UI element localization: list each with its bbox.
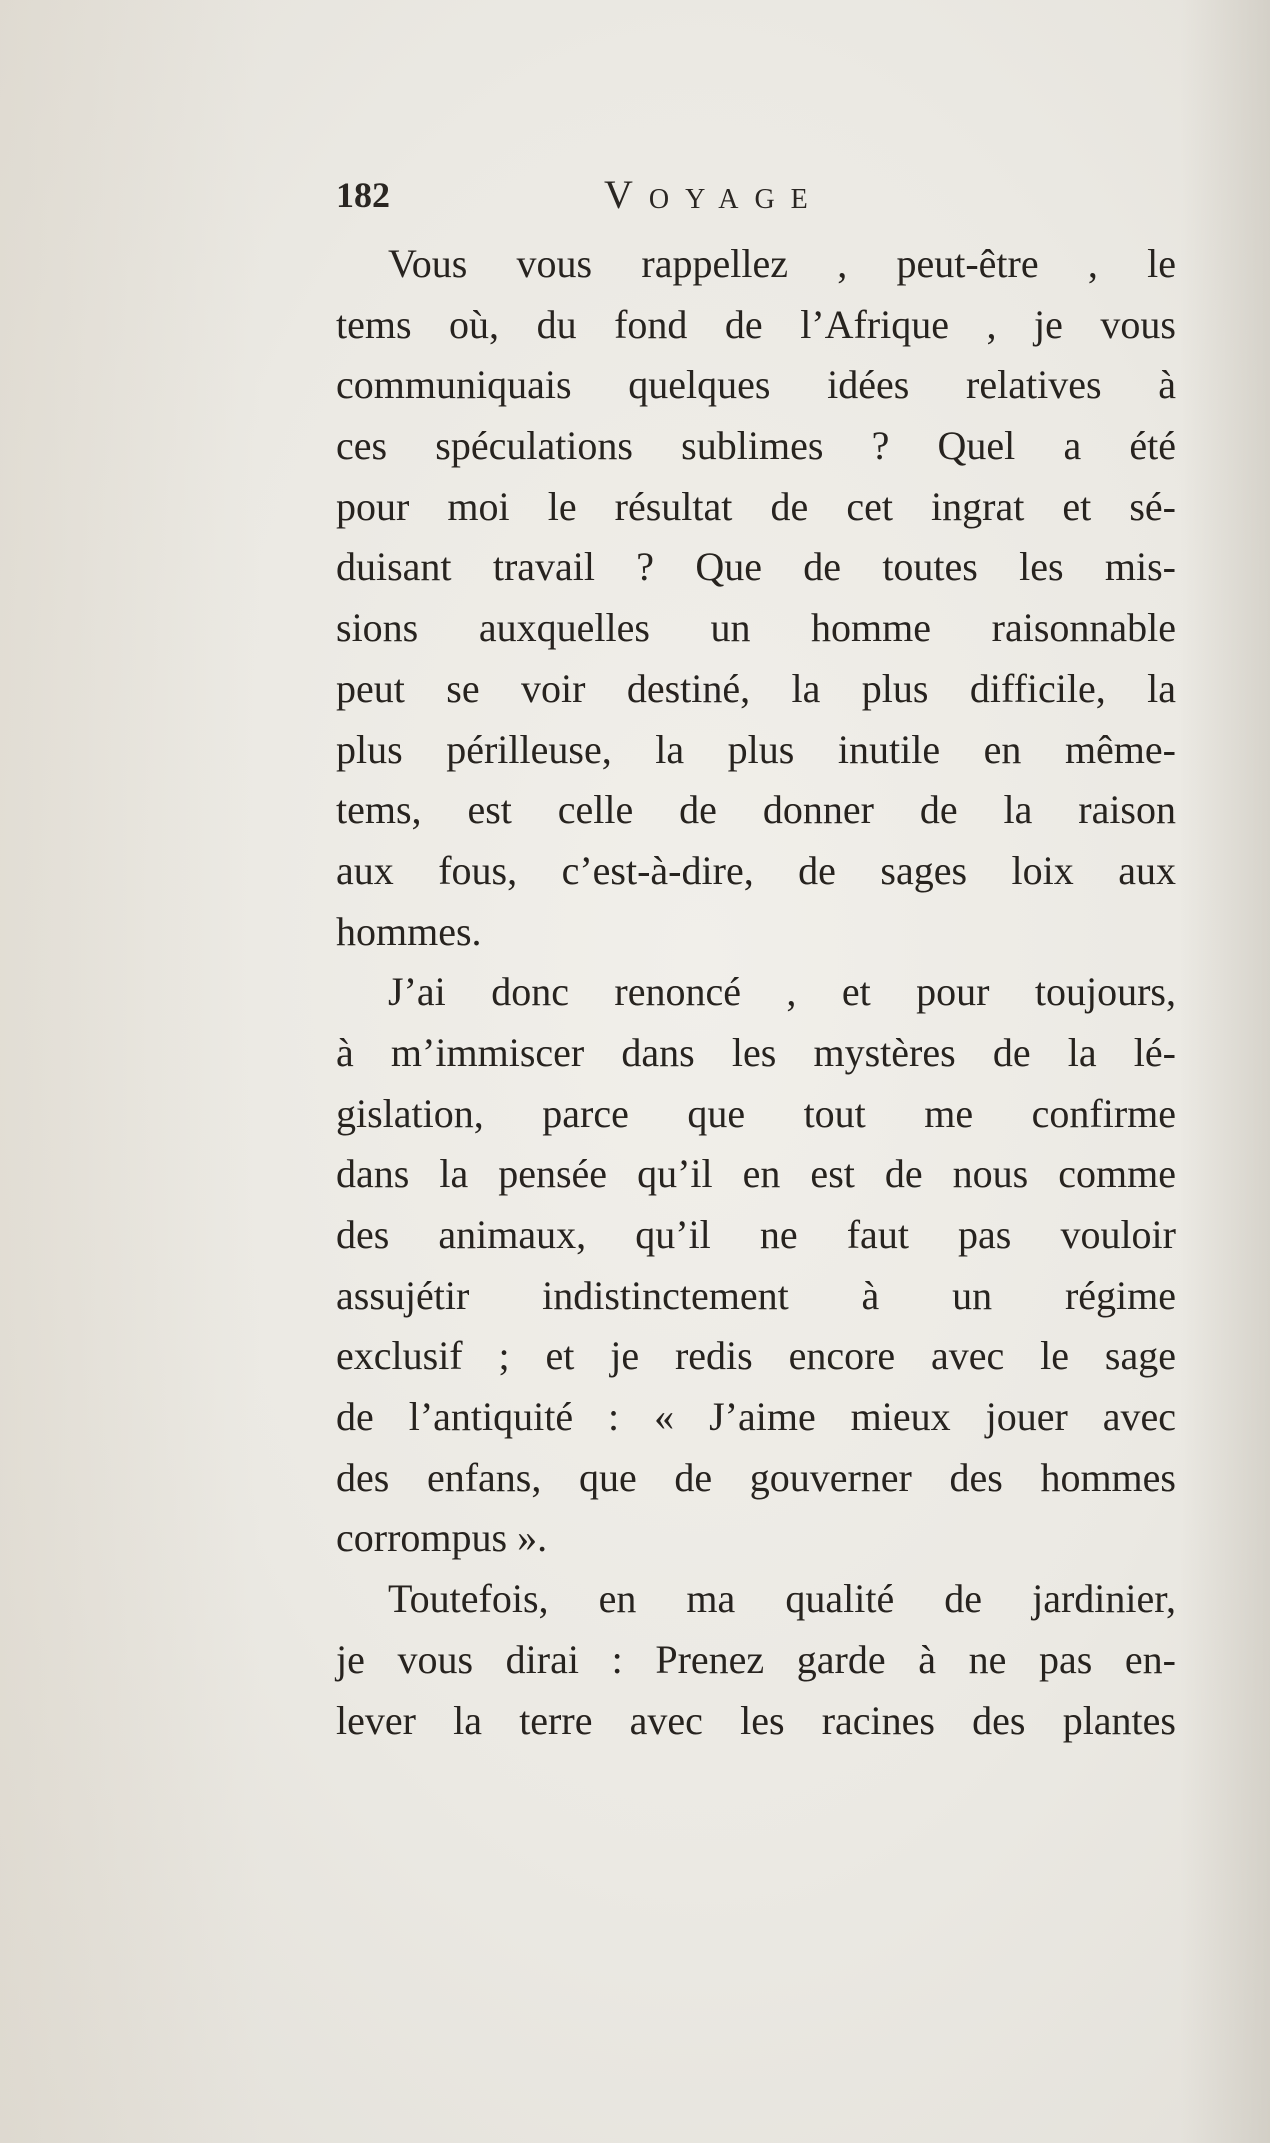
- text-line: exclusif ; et je redis encore avec le sage: [336, 1333, 1176, 1379]
- text-line: de l’antiquité : « J’aime mieux jouer avec: [336, 1394, 1176, 1440]
- text-line: communiquais quelques idées relatives à: [336, 362, 1176, 408]
- text-line: je vous dirai : Prenez garde à ne pas en-: [336, 1636, 1176, 1682]
- text-line: tems où, du fond de l’Afrique , je vous: [336, 301, 1176, 347]
- text-line: Toutefois, en ma qualité de jardinier,: [388, 1576, 1176, 1622]
- text-line: Vous vous rappellez , peut-être , le: [388, 241, 1176, 286]
- paragraph-2: [336, 962, 1176, 1569]
- text-line: des enfans, que de gouverner des hommes: [336, 1454, 1176, 1500]
- text-line: ces spéculations sublimes ? Quel a été: [336, 423, 1176, 469]
- text-line: dans la pensée qu’il en est de nous comme: [336, 1151, 1176, 1197]
- page-edge-shadow: [1180, 0, 1270, 2143]
- running-title: Voyage: [604, 172, 824, 217]
- page-number: 182: [336, 175, 390, 215]
- text-line: aux fous, c’est-à-dire, de sages loix aux: [336, 847, 1176, 893]
- text-line: plus périlleuse, la plus inutile en même-: [336, 726, 1176, 772]
- running-head: [336, 168, 896, 222]
- paragraph-3: [336, 1569, 1176, 1751]
- text-line: à m’immiscer dans les mystères de la lé-: [336, 1029, 1176, 1075]
- text-line: gislation, parce que tout me confirme: [336, 1090, 1176, 1136]
- text-line: hommes.: [336, 908, 482, 954]
- page-stain: [0, 0, 260, 2143]
- text-line: duisant travail ? Que de toutes les mis-: [336, 544, 1176, 590]
- text-line: assujétir indistinctement à un régime: [336, 1272, 1176, 1318]
- text-line: pour moi le résultat de cet ingrat et sé-: [336, 483, 1176, 529]
- text-line: peut se voir destiné, la plus difficile, la: [336, 665, 1176, 711]
- text-line: lever la terre avec les racines des plantes: [336, 1697, 1176, 1743]
- body-text: [336, 234, 1176, 1751]
- text-line: sions auxquelles un homme raisonnable: [336, 605, 1176, 651]
- text-line: tems, est celle de donner de la raison: [336, 787, 1176, 833]
- text-line: J’ai donc renoncé , et pour toujours,: [388, 969, 1176, 1015]
- text-line: corrompus ».: [336, 1515, 548, 1561]
- paragraph-1: [336, 234, 1176, 962]
- text-line: des animaux, qu’il ne faut pas vouloir: [336, 1212, 1176, 1257]
